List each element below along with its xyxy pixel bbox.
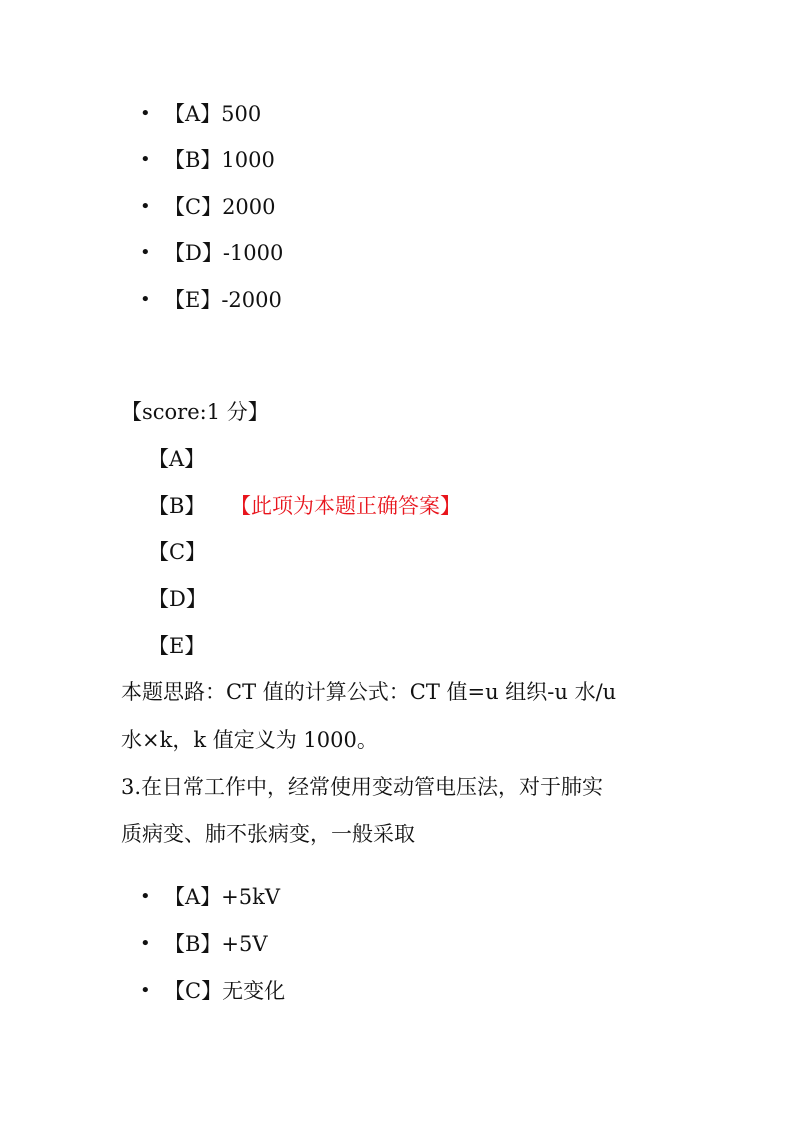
q3-option-c-text: 【C】无变化 xyxy=(164,979,286,1003)
bullet-icon: • xyxy=(140,103,151,124)
bullet-icon: • xyxy=(140,886,151,907)
option-c-text: 【C】2000 xyxy=(164,195,276,219)
q3-option-b-text: 【B】+5V xyxy=(164,932,268,956)
q3-option-a-text: 【A】+5kV xyxy=(164,885,281,909)
question-3-stem-line-1: 3.在日常工作中，经常使用变动管电压法，对于肺实 xyxy=(121,775,604,799)
bullet-icon: • xyxy=(140,980,151,1001)
answer-d: 【D】 xyxy=(148,587,207,611)
bullet-icon: • xyxy=(140,242,151,263)
bullet-icon: • xyxy=(140,196,151,217)
explanation-line-2: 水×k，k 值定义为 1000。 xyxy=(121,728,378,752)
score-label: 【score:1 分】 xyxy=(121,400,269,424)
option-d-text: 【D】-1000 xyxy=(164,241,284,265)
explanation-line-1: 本题思路：CT 值的计算公式：CT 值=u 组织-u 水/u xyxy=(121,680,617,704)
answer-b xyxy=(148,492,461,520)
option-e-text: 【E】-2000 xyxy=(164,288,282,312)
answer-b-label: 【B】 xyxy=(148,494,206,518)
answer-c: 【C】 xyxy=(148,540,207,564)
option-b-text: 【B】1000 xyxy=(164,148,275,172)
answer-a: 【A】 xyxy=(148,447,206,471)
bullet-icon: • xyxy=(140,933,151,954)
bullet-icon: • xyxy=(140,289,151,310)
correct-answer-note: 【此项为本题正确答案】 xyxy=(230,494,461,518)
answer-e: 【E】 xyxy=(148,634,206,658)
bullet-icon: • xyxy=(140,149,151,170)
question-3-stem-line-2: 质病变、肺不张病变，一般采取 xyxy=(121,822,415,846)
option-a-text: 【A】500 xyxy=(164,102,262,126)
